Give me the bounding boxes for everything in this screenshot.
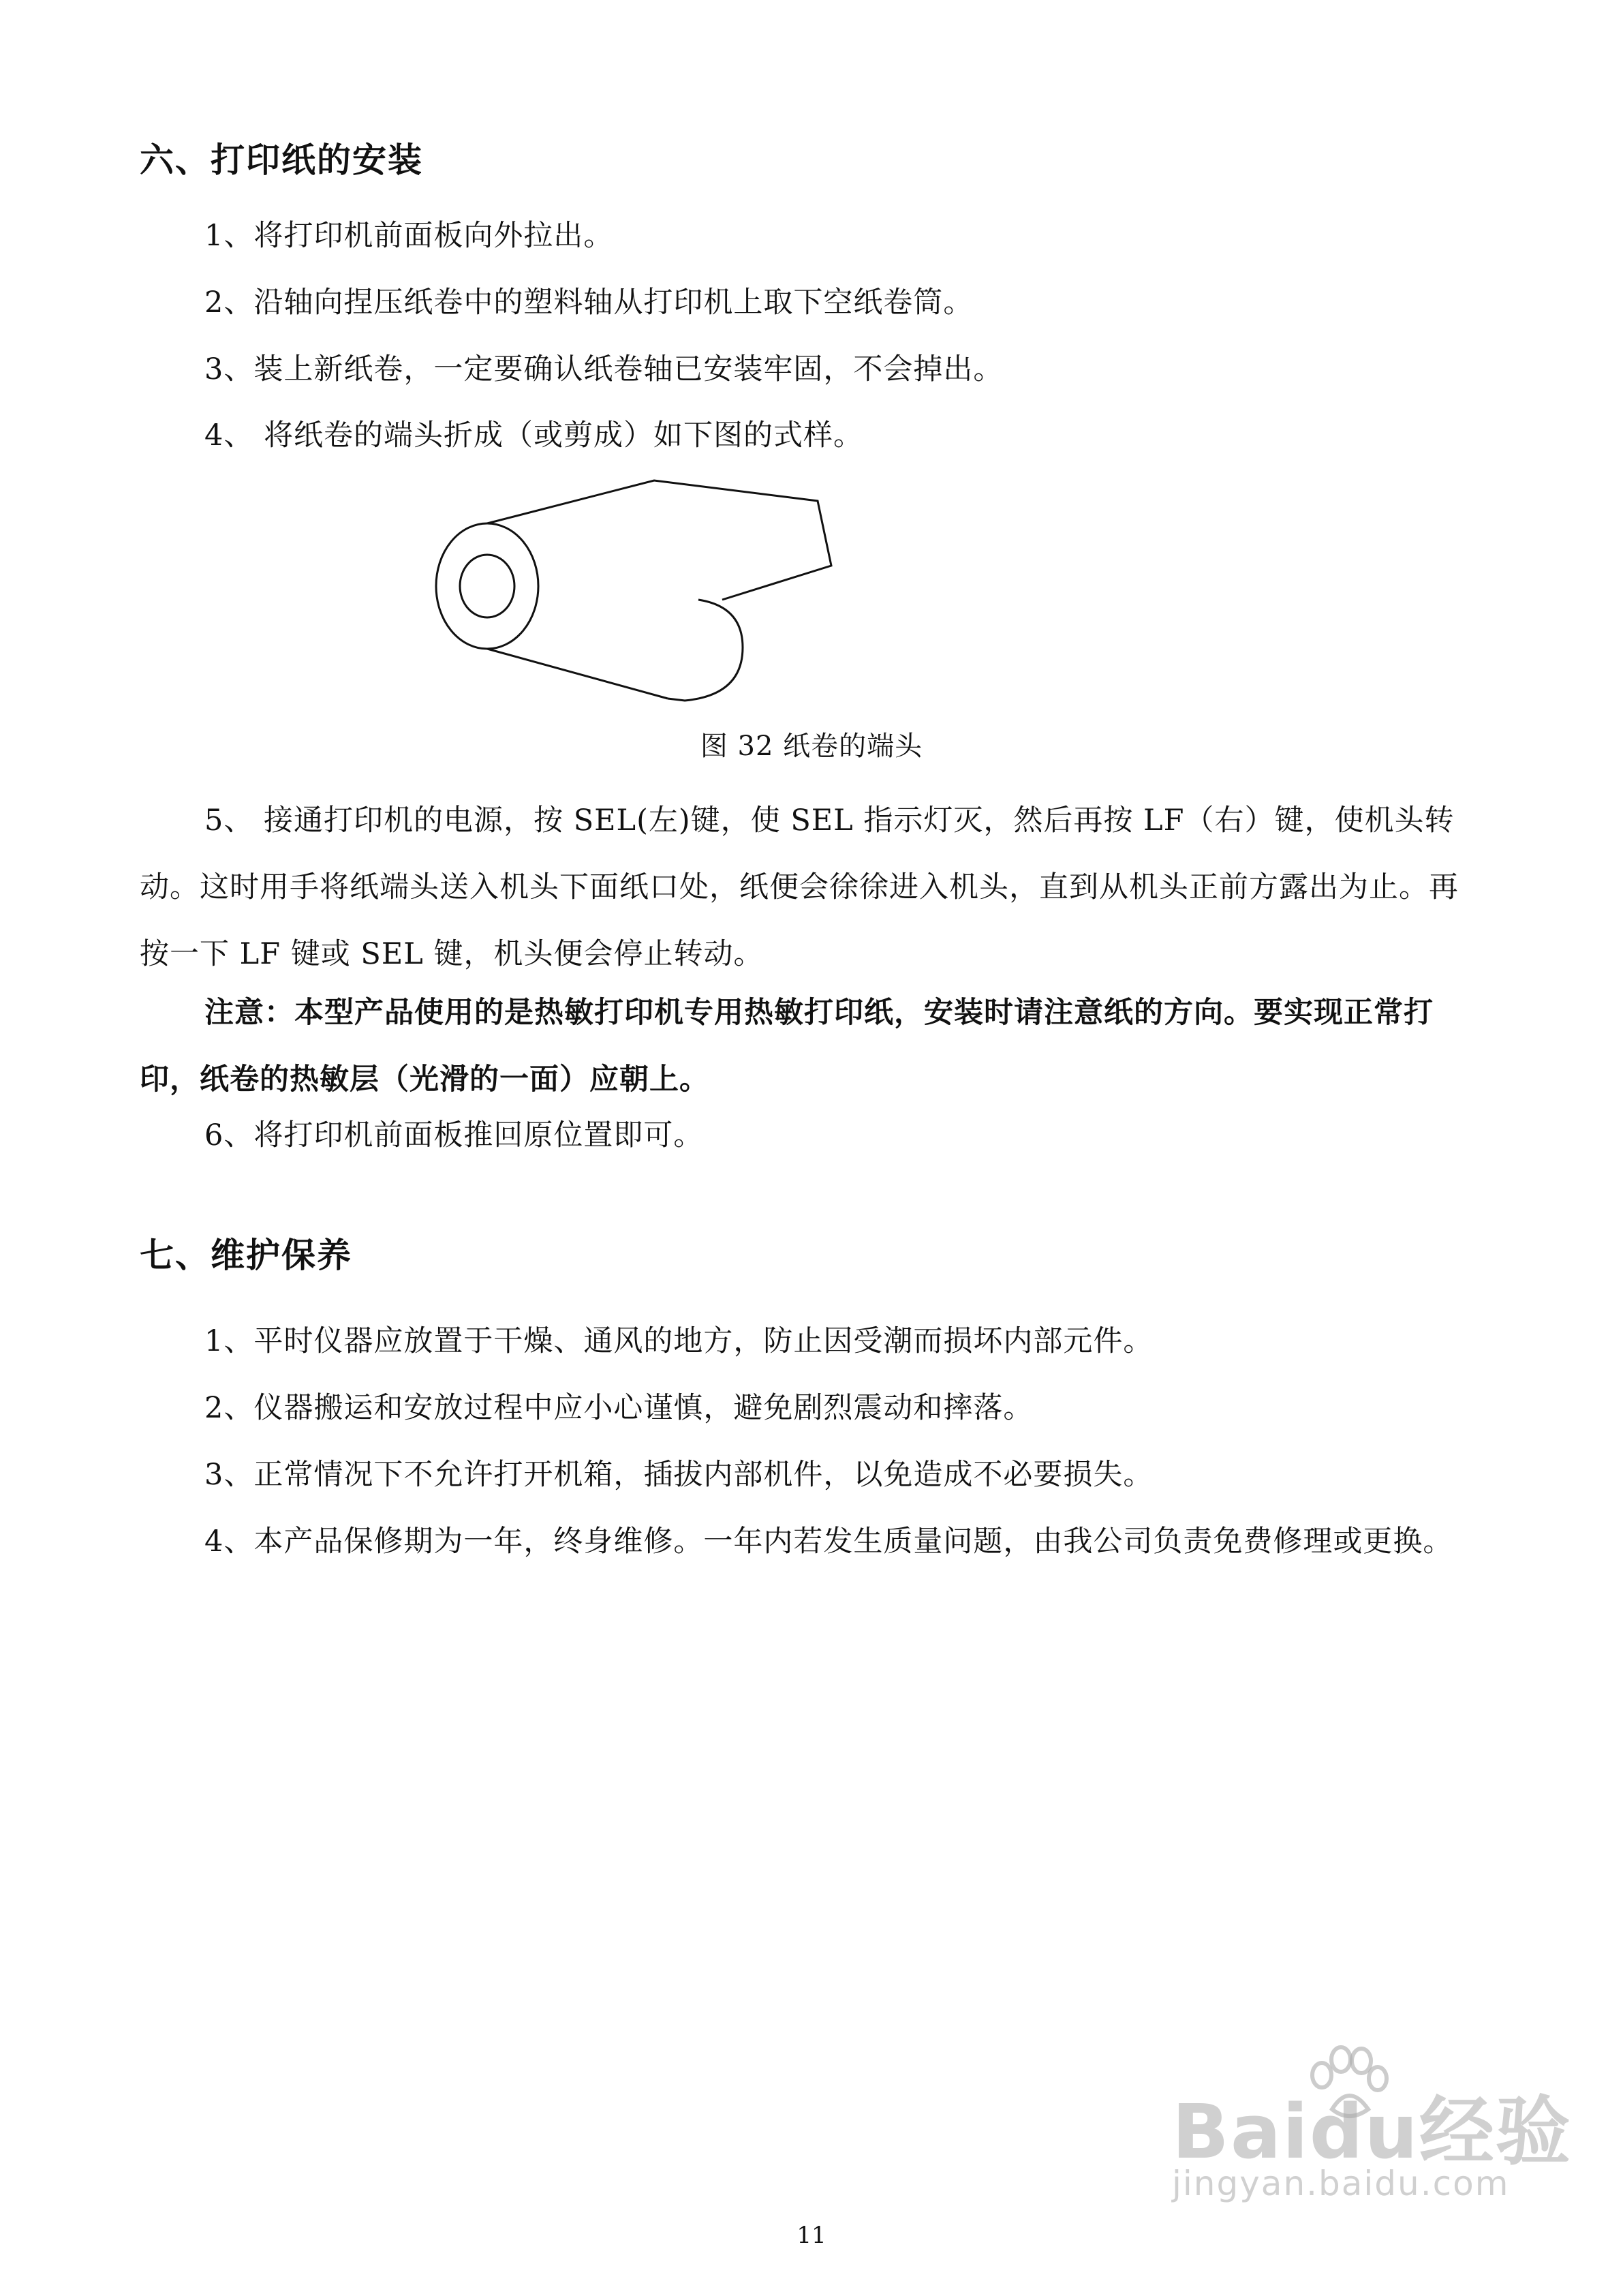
section-7-title: 七、维护保养	[140, 1236, 352, 1275]
step-4: 4、 将纸卷的端头折成（或剪成）如下图的式样。	[204, 418, 864, 453]
step-5: 5、 接通打印机的电源，按 SEL(左)键，使 SEL 指示灯灭，然后再按 LF（右）键，使机头转动。这时用手将纸端头送入机头下面纸口处，纸便会徐徐进入机头，直到从机头正前方露出为止。再按一下 LF 键或 SEL 键，机头便会停止转动。	[140, 803, 1459, 971]
figure-caption: 图 32 纸卷的端头	[700, 731, 923, 762]
watermark-url: jingyan.baidu.com	[1172, 2164, 1510, 2203]
install-note: 注意：本型产品使用的是热敏打印机专用热敏打印纸，安装时请注意纸的方向。要实现正常打印，纸卷的热敏层（光滑的一面）应朝上。	[140, 996, 1434, 1097]
baidu-watermark	[1131, 2045, 1572, 2215]
maintenance-item-2: 2、仪器搬运和安放过程中应小心谨慎，避免剧烈震动和摔落。	[204, 1391, 1034, 1425]
watermark-brand: Baidu经验	[1172, 2088, 1572, 2175]
step-2: 2、沿轴向捏压纸卷中的塑料轴从打印机上取下空纸卷筒。	[204, 286, 974, 320]
paper-roll-figure	[422, 470, 845, 716]
maintenance-item-1: 1、平时仪器应放置于干燥、通风的地方，防止因受潮而损坏内部元件。	[204, 1324, 1154, 1358]
maintenance-item-3: 3、正常情况下不允许打开机箱，插拔内部机件，以免造成不必要损失。	[204, 1458, 1154, 1492]
page-number: 11	[797, 2222, 826, 2249]
step-3: 3、装上新纸卷，一定要确认纸卷轴已安装牢固，不会掉出。	[204, 352, 1004, 386]
maintenance-item-4: 4、本产品保修期为一年，终身维修。一年内若发生质量问题，由我公司负责免费修理或更换。	[204, 1525, 1453, 1559]
section-6-title: 六、打印纸的安装	[140, 140, 423, 180]
step-1: 1、将打印机前面板向外拉出。	[204, 219, 614, 253]
step-6: 6、将打印机前面板推回原位置即可。	[204, 1118, 704, 1152]
